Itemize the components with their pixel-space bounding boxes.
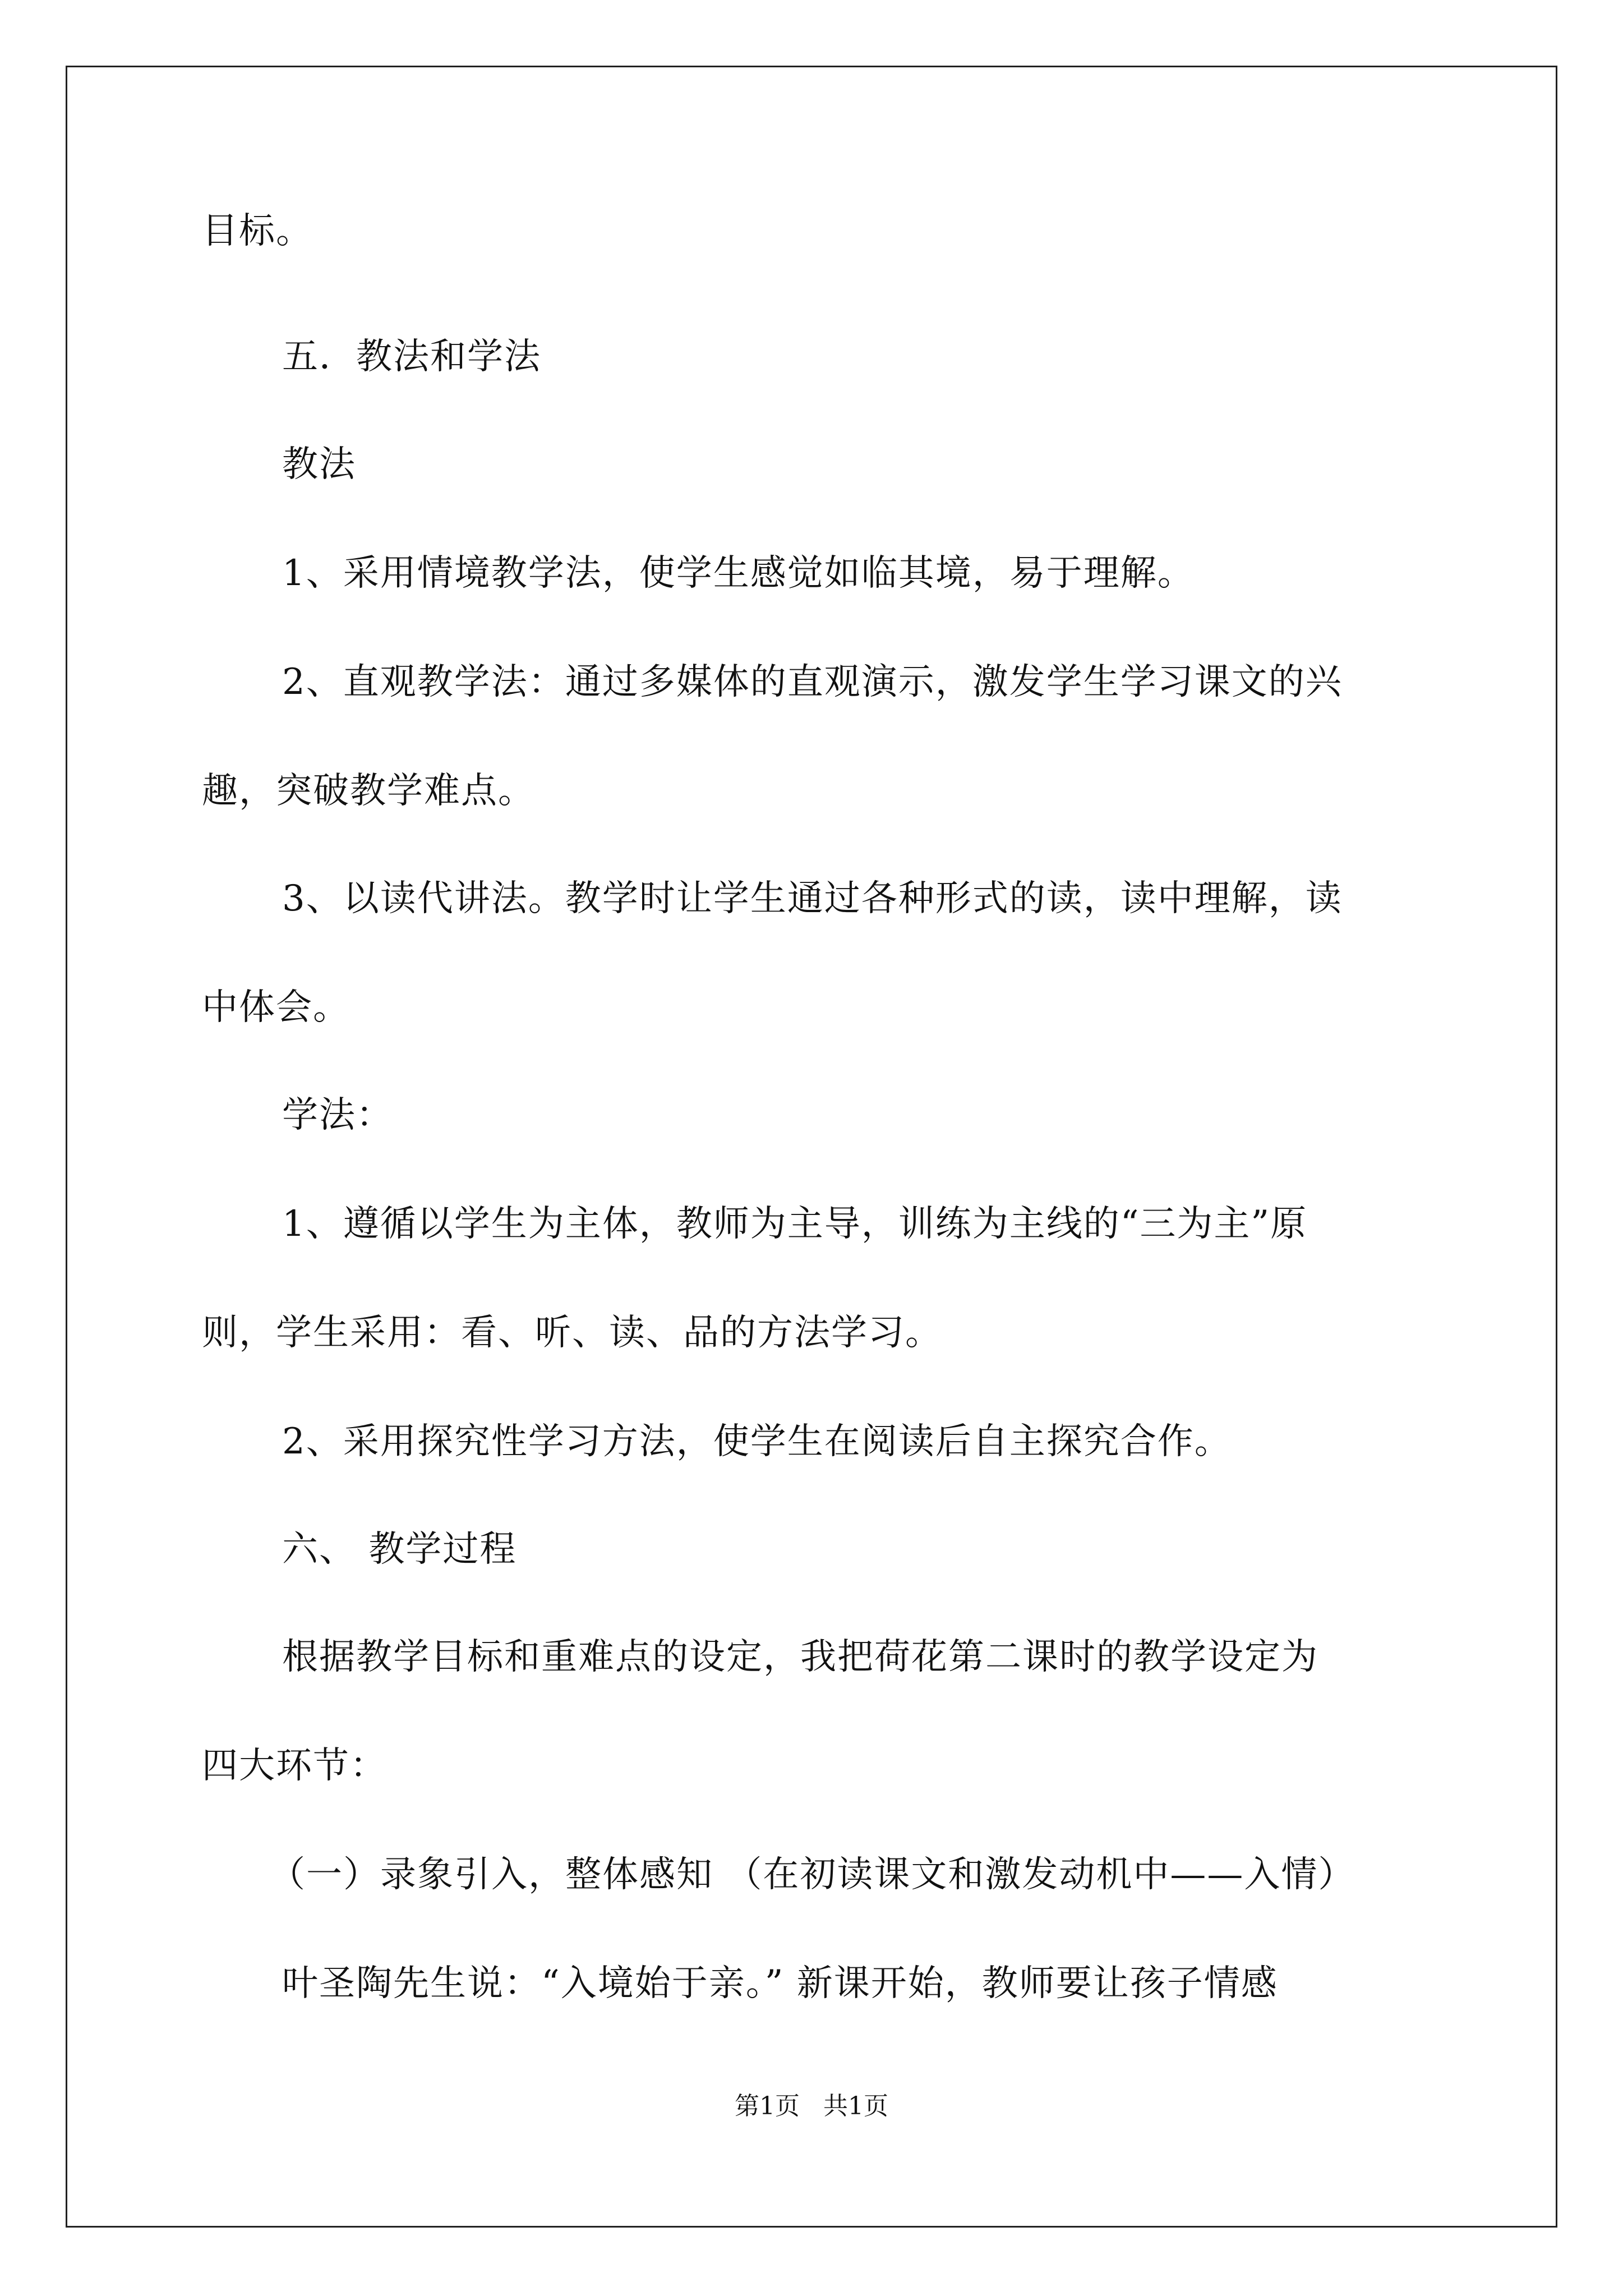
text-line: 1、遵循以学生为主体，教师为主导，训练为主线的“三为主”原 <box>282 1203 1308 1245</box>
text-line: 2、直观教学法：通过多媒体的直观演示，激发学生学习课文的兴 <box>282 661 1343 703</box>
page-border <box>66 66 1557 2228</box>
text-line: 3、以读代讲法。教学时让学生通过各种形式的读，读中理解，读 <box>282 878 1343 919</box>
section-heading: 五．教法和学法 <box>282 336 541 378</box>
text-line: 四大环节： <box>202 1745 387 1787</box>
text-line: 2、采用探究性学习方法，使学生在阅读后自主探究合作。 <box>282 1421 1232 1462</box>
text-line: 趣，突破教学难点。 <box>202 770 535 812</box>
text-line: （一）录象引入，整体感知 （在初读课文和激发动机中——入情） <box>269 1854 1355 1895</box>
text-line: 中体会。 <box>202 987 350 1028</box>
section-heading: 六、 教学过程 <box>282 1529 517 1570</box>
text-line: 根据教学目标和重难点的设定，我把荷花第二课时的教学设定为 <box>282 1636 1318 1678</box>
subheading: 教法 <box>282 444 356 485</box>
text-line: 目标。 <box>202 210 313 252</box>
text-line: 1、采用情境教学法，使学生感觉如临其境，易于理解。 <box>282 553 1195 594</box>
page-number-footer: 第1页 共1页 <box>735 2092 888 2120</box>
text-line: 则，学生采用：看、听、读、品的方法学习。 <box>202 1312 942 1354</box>
text-line: 叶圣陶先生说：“入境始于亲。” 新课开始，教师要让孩子情感 <box>282 1963 1278 2004</box>
subheading: 学法： <box>282 1094 393 1136</box>
